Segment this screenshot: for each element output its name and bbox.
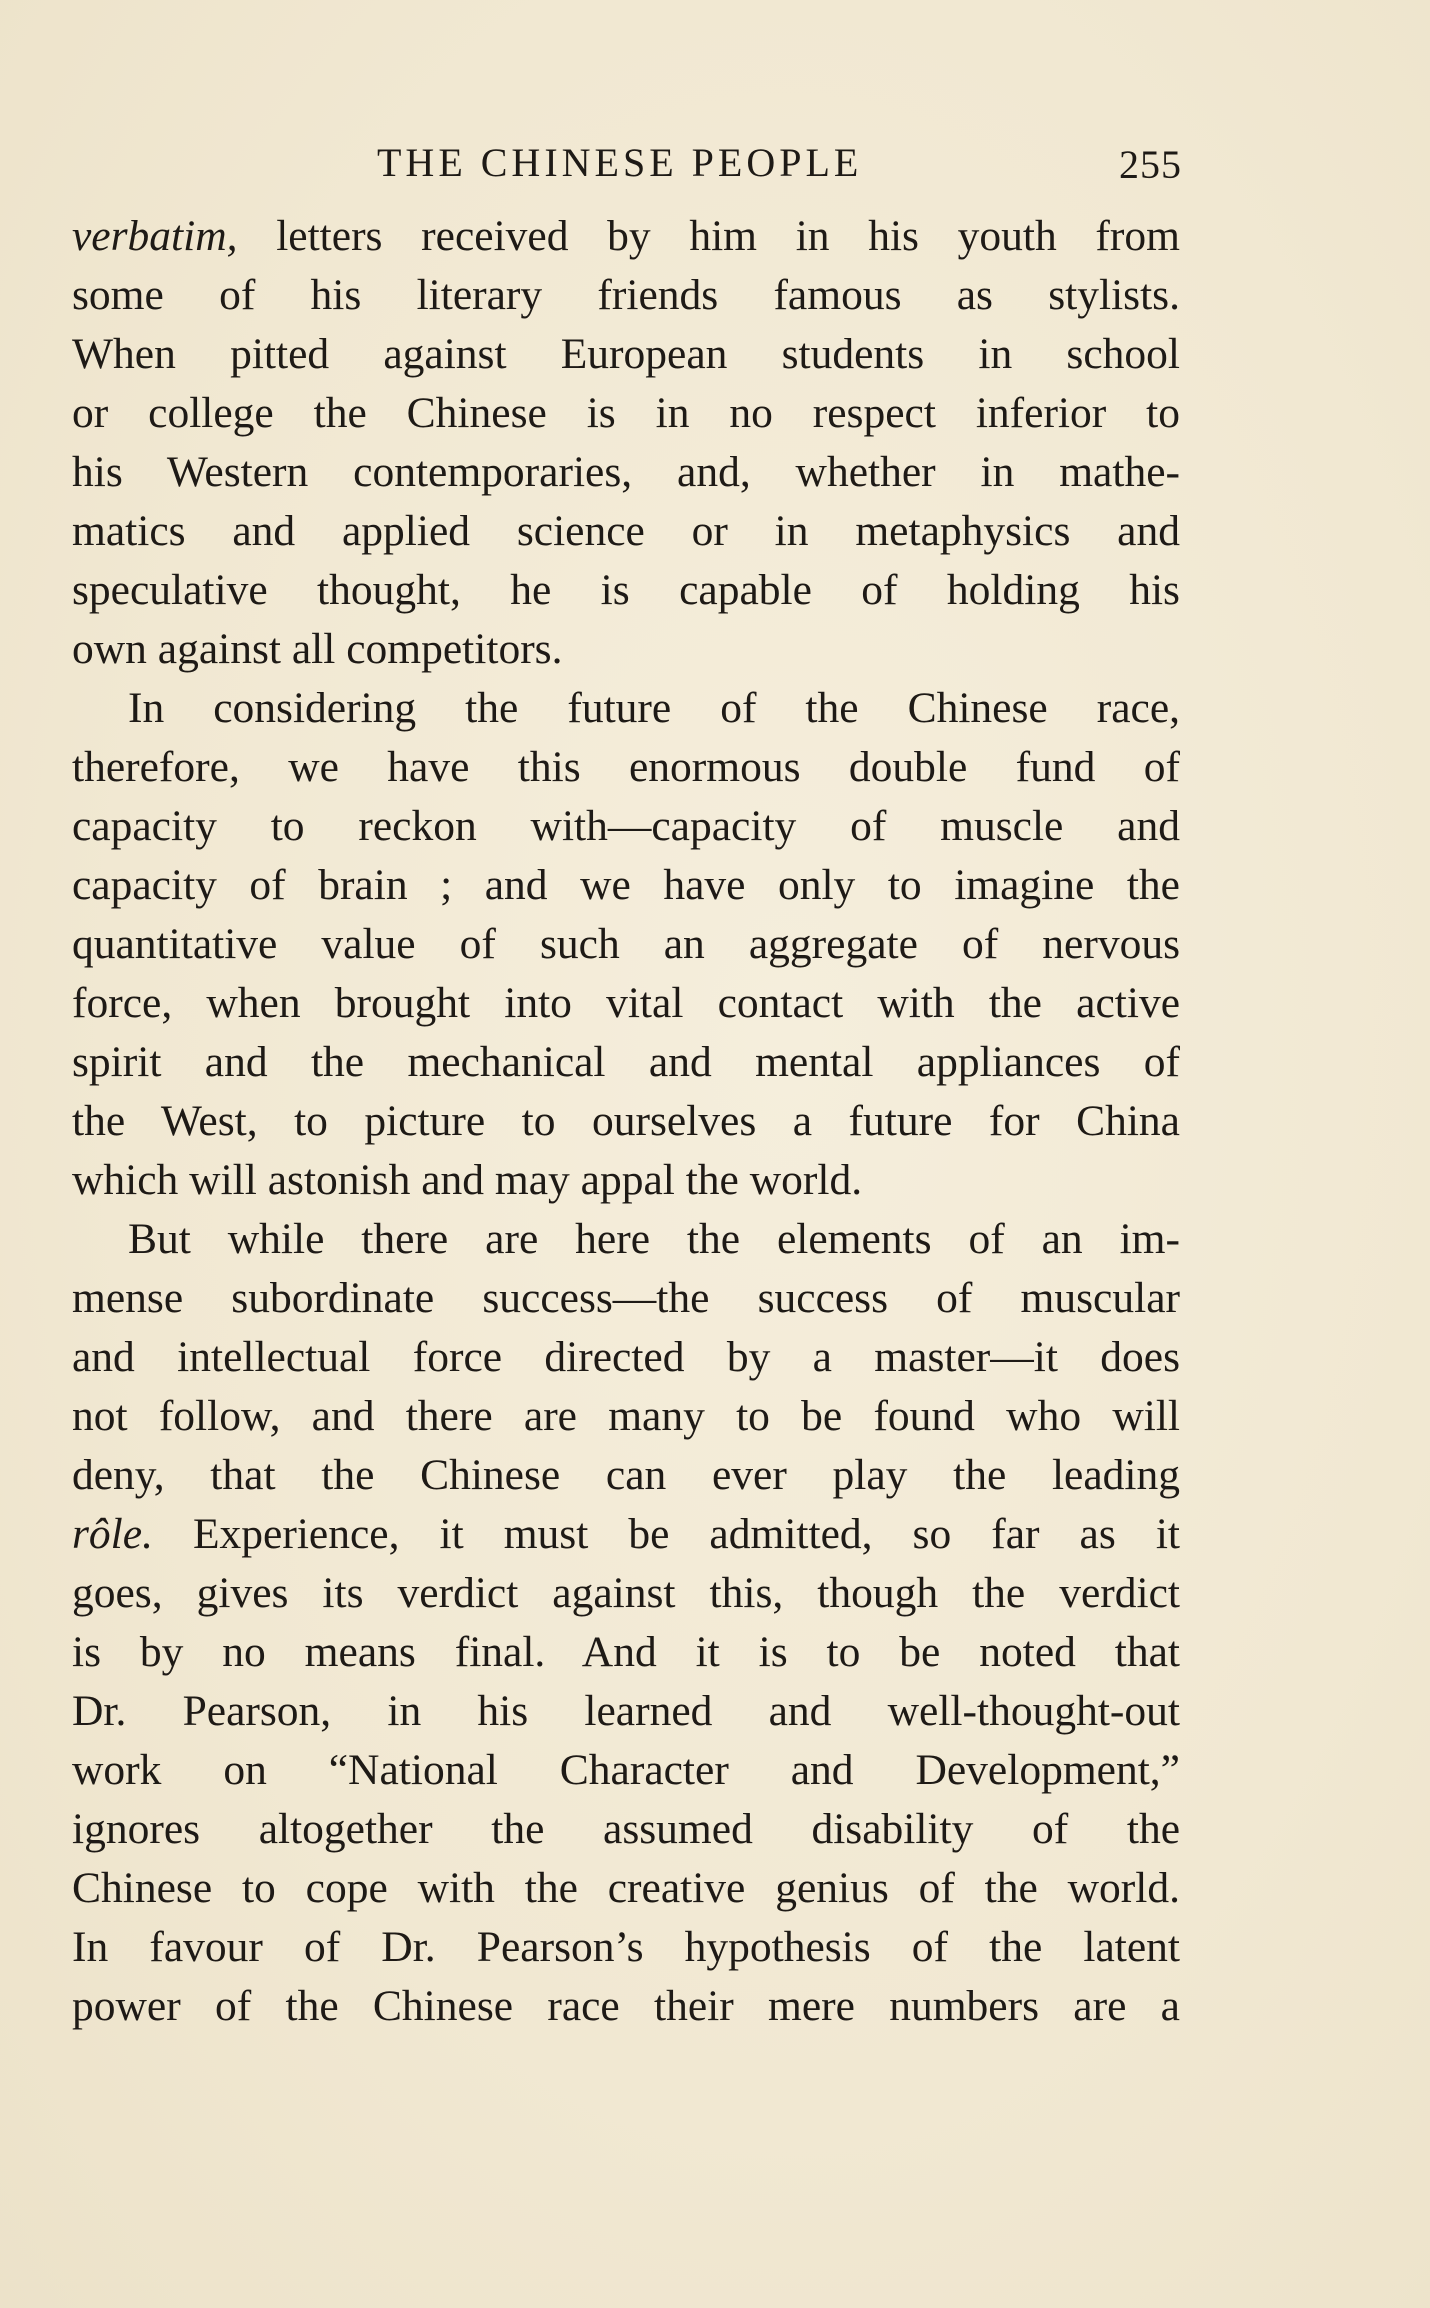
text-line: deny, that the Chinese can ever play the leading: [72, 1451, 1180, 1499]
text-line: Dr. Pearson, in his learned and well-thought-out: [72, 1687, 1180, 1735]
text-line: In favour of Dr. Pearson’s hypothesis of the latent: [72, 1923, 1180, 1971]
text-line: In considering the future of the Chinese race,: [128, 684, 1180, 732]
page-number: 255: [1119, 142, 1182, 187]
text-line: the West, to picture to ourselves a future for China: [72, 1097, 1180, 1145]
line-text: letters received by him in his youth from: [237, 212, 1180, 260]
text-line: therefore, we have this enormous double fund of: [72, 743, 1180, 791]
text-line: power of the Chinese race their mere numbers are a: [72, 1982, 1180, 2030]
text-line: matics and applied science or in metaphysics and: [72, 507, 1180, 555]
text-line: force, when brought into vital contact with the active: [72, 979, 1180, 1027]
text-line: Chinese to cope with the creative genius of the world.: [72, 1864, 1180, 1912]
text-line: spirit and the mechanical and mental appliances of: [72, 1038, 1180, 1086]
text-line: or college the Chinese is in no respect inferior to: [72, 389, 1180, 437]
text-line: When pitted against European students in school: [72, 330, 1180, 378]
text-line: capacity of brain ; and we have only to imagine the: [72, 861, 1180, 909]
text-line: [72, 1506, 1180, 1562]
text-line: is by no means final. And it is to be noted that: [72, 1628, 1180, 1676]
text-line: [72, 208, 1180, 264]
text-line: not follow, and there are many to be found who will: [72, 1392, 1180, 1440]
text-line: ignores altogether the assumed disability of the: [72, 1805, 1180, 1853]
text-line: which will astonish and may appal the world.: [72, 1156, 863, 1204]
italic-word: rôle.: [72, 1510, 153, 1558]
page-header: [72, 138, 1182, 188]
text-line: work on “National Character and Development,”: [72, 1746, 1180, 1794]
text-line: mense subordinate success—the success of muscular: [72, 1274, 1180, 1322]
text-line: But while there are here the elements of an im-: [128, 1215, 1180, 1263]
text-line: quantitative value of such an aggregate of nervous: [72, 920, 1180, 968]
text-line: some of his literary friends famous as stylists.: [72, 271, 1180, 319]
text-line: own against all competitors.: [72, 625, 563, 673]
line-text: Experience, it must be admitted, so far as it: [152, 1510, 1180, 1558]
text-line: goes, gives its verdict against this, though the verdict: [72, 1569, 1180, 1617]
running-head: THE CHINESE PEOPLE: [377, 140, 863, 185]
italic-word: verbatim,: [72, 212, 238, 260]
text-line: and intellectual force directed by a master—it does: [72, 1333, 1180, 1381]
text-line: his Western contemporaries, and, whether in mathe-: [72, 448, 1180, 496]
text-line: capacity to reckon with—capacity of muscle and: [72, 802, 1180, 850]
text-line: speculative thought, he is capable of holding his: [72, 566, 1180, 614]
